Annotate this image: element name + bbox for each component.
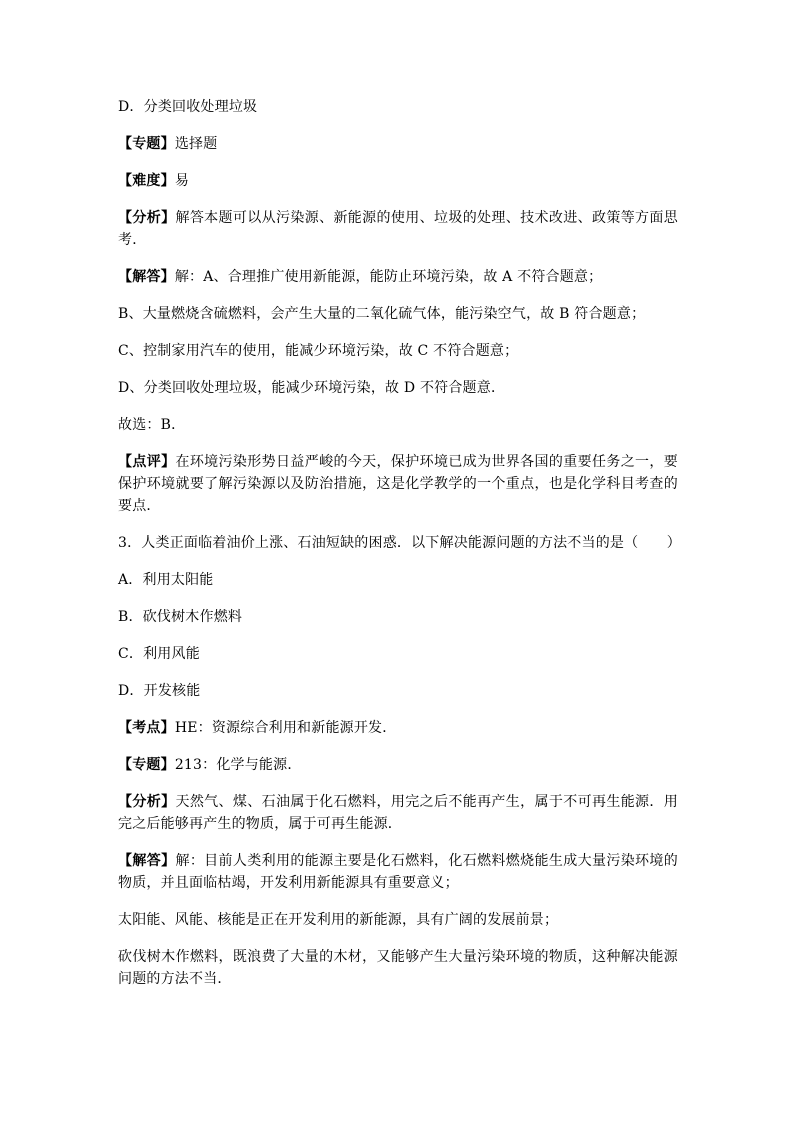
topic-tag: 【专题】: [118, 136, 175, 152]
analysis-text: 天然气、煤、石油属于化石燃料，用完之后不能再产生，属于不可再生能源．用完之后能够再产生的物质，属于可再生能源．: [118, 794, 678, 832]
para-text: 太阳能、风能、核能是正在开发利用的新能源，具有广阔的发展前景；: [118, 912, 559, 928]
option-text: D．开发核能: [118, 683, 201, 699]
para-text: D、分类回收处理垃圾，能减少环境污染，故 D 不符合题意．: [118, 380, 506, 396]
answer-tag: 【解答】: [118, 853, 176, 869]
comment-tag: 【点评】: [118, 454, 176, 470]
answer-continuation-2: [118, 946, 678, 990]
analysis-line: [118, 207, 678, 251]
option-text: A．利用太阳能: [118, 572, 214, 588]
analysis-text: 解答本题可以从污染源、新能源的使用、垃圾的处理、技术改进、政策等方面思考．: [118, 210, 678, 248]
para-text: 砍伐树木作燃料，既浪费了大量的木材，又能够产生大量污染环境的物质，这种解决能源问题的方法不当．: [118, 949, 678, 987]
answer-c-line: [118, 340, 678, 362]
para-text: B、大量燃烧含硫燃料，会产生大量的二氧化硫气体，能污染空气，故 B 符合题意；: [118, 306, 646, 322]
para-text: C、控制家用汽车的使用，能减少环境污染，故 C 不符合题意；: [118, 343, 519, 359]
difficulty-tag: 【难度】: [118, 173, 175, 189]
answer-line-2: [118, 850, 678, 894]
answer-d-line: [118, 377, 678, 399]
option-text: C．利用风能: [118, 646, 200, 662]
answer-continuation-1: [118, 909, 678, 931]
topic-tag: 【专题】: [118, 757, 175, 773]
option-a: [118, 569, 678, 591]
topic-line-2: [118, 754, 678, 776]
option-text: B．砍伐树木作燃料: [118, 609, 243, 625]
option-c: [118, 643, 678, 665]
topic-text: 213：化学与能源．: [174, 757, 302, 773]
para-text: D．分类回收处理垃圾: [118, 99, 258, 115]
question-text: 3．人类正面临着油价上涨、石油短缺的困惑．以下解决能源问题的方法不当的是（ ）: [118, 535, 681, 551]
analysis-tag: 【分析】: [118, 794, 176, 810]
knowledge-point-text: HE：资源综合利用和新能源开发．: [174, 720, 397, 736]
analysis-line-2: [118, 791, 678, 835]
topic-line: [118, 133, 678, 155]
document-body: [118, 96, 681, 1005]
comment-text: 在环境污染形势日益严峻的今天，保护环境已成为世界各国的重要任务之一，要保护环境就要了解污染源以及防治措施，这是化学教学的一个重点，也是化学科目考查的要点．: [118, 454, 678, 514]
knowledge-point-tag: 【考点】: [118, 720, 175, 736]
option-d-line: [118, 96, 678, 118]
difficulty-text: 易: [174, 173, 190, 189]
answer-tag: 【解答】: [118, 269, 175, 285]
question-3-stem: [118, 532, 681, 554]
option-b: [118, 606, 678, 628]
difficulty-line: [118, 170, 678, 192]
knowledge-point-line: [118, 717, 678, 739]
answer-line: [118, 266, 678, 288]
para-text: 故选：B．: [118, 417, 186, 433]
answer-text: 解：A、合理推广使用新能源，能防止环境污染，故 A 不符合题意；: [174, 269, 603, 285]
topic-text: 选择题: [174, 136, 218, 152]
comment-line: [118, 451, 678, 517]
answer-b-line: [118, 303, 678, 325]
selection-line: [118, 414, 678, 436]
option-d: [118, 680, 678, 702]
answer-text: 解：目前人类利用的能源主要是化石燃料，化石燃料燃烧能生成大量污染环境的物质，并且面临枯竭，开发利用新能源具有重要意义；: [118, 853, 678, 891]
analysis-tag: 【分析】: [118, 210, 176, 226]
